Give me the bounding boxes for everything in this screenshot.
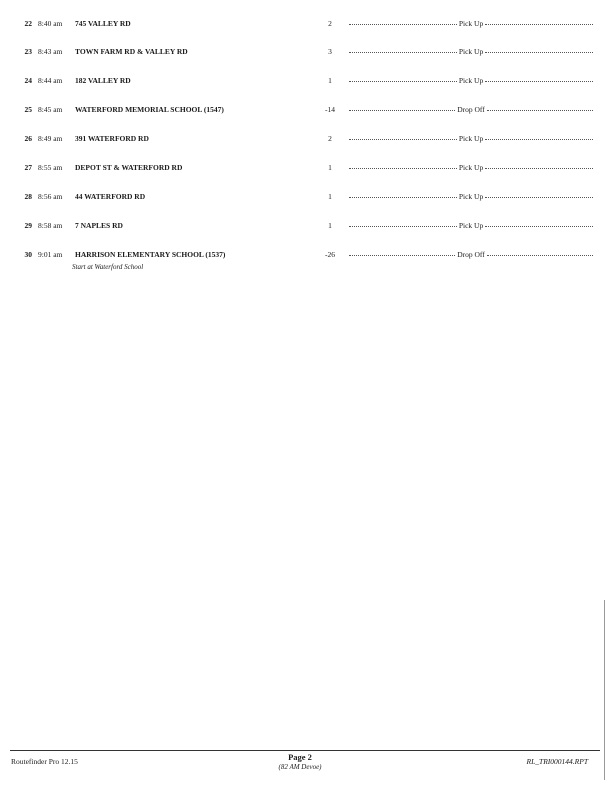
table-row: [0, 134, 612, 148]
student-count: 3: [328, 47, 332, 56]
table-row: [0, 192, 612, 206]
stop-number: 30: [24, 250, 32, 259]
stop-action: [349, 192, 593, 201]
stop-action: [349, 221, 593, 230]
stop-action: [349, 105, 593, 114]
stop-time: 8:58 am: [38, 221, 63, 230]
stop-number: 27: [24, 163, 32, 172]
table-row: [0, 47, 612, 61]
stop-action: [349, 47, 593, 56]
stop-action-label: Pick Up: [458, 19, 484, 28]
footer-divider: [10, 750, 600, 751]
route-name: (82 AM Devoe): [278, 763, 322, 771]
margin-line: [604, 600, 605, 780]
table-row: [0, 221, 612, 235]
stop-time: 8:49 am: [38, 134, 63, 143]
stop-name: DEPOT ST & WATERFORD RD: [75, 163, 183, 172]
stop-name: 745 VALLEY RD: [75, 19, 131, 28]
stop-action-label: Pick Up: [458, 134, 484, 143]
stop-name: HARRISON ELEMENTARY SCHOOL (1537): [75, 250, 226, 259]
stop-time: 9:01 am: [38, 250, 63, 259]
stop-name: 7 NAPLES RD: [75, 221, 123, 230]
stop-action-label: Pick Up: [458, 163, 484, 172]
stop-action: [349, 134, 593, 143]
stop-number: 29: [24, 221, 32, 230]
table-row: [0, 250, 612, 264]
stop-action: [349, 250, 593, 259]
stop-name: 182 VALLEY RD: [75, 76, 131, 85]
stop-time: 8:45 am: [38, 105, 63, 114]
student-count: 2: [328, 134, 332, 143]
stop-number: 23: [24, 47, 32, 56]
stop-action-label: Drop Off: [457, 105, 485, 114]
stop-number: 24: [24, 76, 32, 85]
stop-name: 391 WATERFORD RD: [75, 134, 149, 143]
stop-number: 26: [24, 134, 32, 143]
stop-name: WATERFORD MEMORIAL SCHOOL (1547): [75, 105, 224, 114]
student-count: 1: [328, 221, 332, 230]
stop-action-label: Pick Up: [458, 76, 484, 85]
table-row: [0, 19, 612, 33]
stop-time: 8:55 am: [38, 163, 63, 172]
stop-action-label: Pick Up: [458, 47, 484, 56]
student-count: -26: [325, 250, 335, 259]
stop-number: 28: [24, 192, 32, 201]
stop-action-label: Drop Off: [457, 250, 485, 259]
student-count: 1: [328, 163, 332, 172]
stop-note: Start at Waterford School: [72, 263, 144, 271]
stop-action-label: Pick Up: [458, 192, 484, 201]
stop-name: TOWN FARM RD & VALLEY RD: [75, 47, 188, 56]
table-row: [0, 163, 612, 177]
software-version: Routefinder Pro 12.15: [11, 757, 78, 766]
stop-name: 44 WATERFORD RD: [75, 192, 146, 201]
stop-time: 8:43 am: [38, 47, 63, 56]
stop-number: 25: [24, 105, 32, 114]
stop-time: 8:40 am: [38, 19, 63, 28]
table-row: [0, 105, 612, 119]
student-count: 2: [328, 19, 332, 28]
table-row: [0, 76, 612, 90]
stop-action: [349, 163, 593, 172]
stop-action-label: Pick Up: [458, 221, 484, 230]
stop-time: 8:56 am: [38, 192, 63, 201]
student-count: -14: [325, 105, 335, 114]
page-number: Page 2: [288, 752, 312, 762]
student-count: 1: [328, 192, 332, 201]
stop-time: 8:44 am: [38, 76, 63, 85]
student-count: 1: [328, 76, 332, 85]
stop-action: [349, 19, 593, 28]
stop-number: 22: [24, 19, 32, 28]
report-id: RL_TRI000144.RPT: [526, 757, 588, 766]
stop-action: [349, 76, 593, 85]
